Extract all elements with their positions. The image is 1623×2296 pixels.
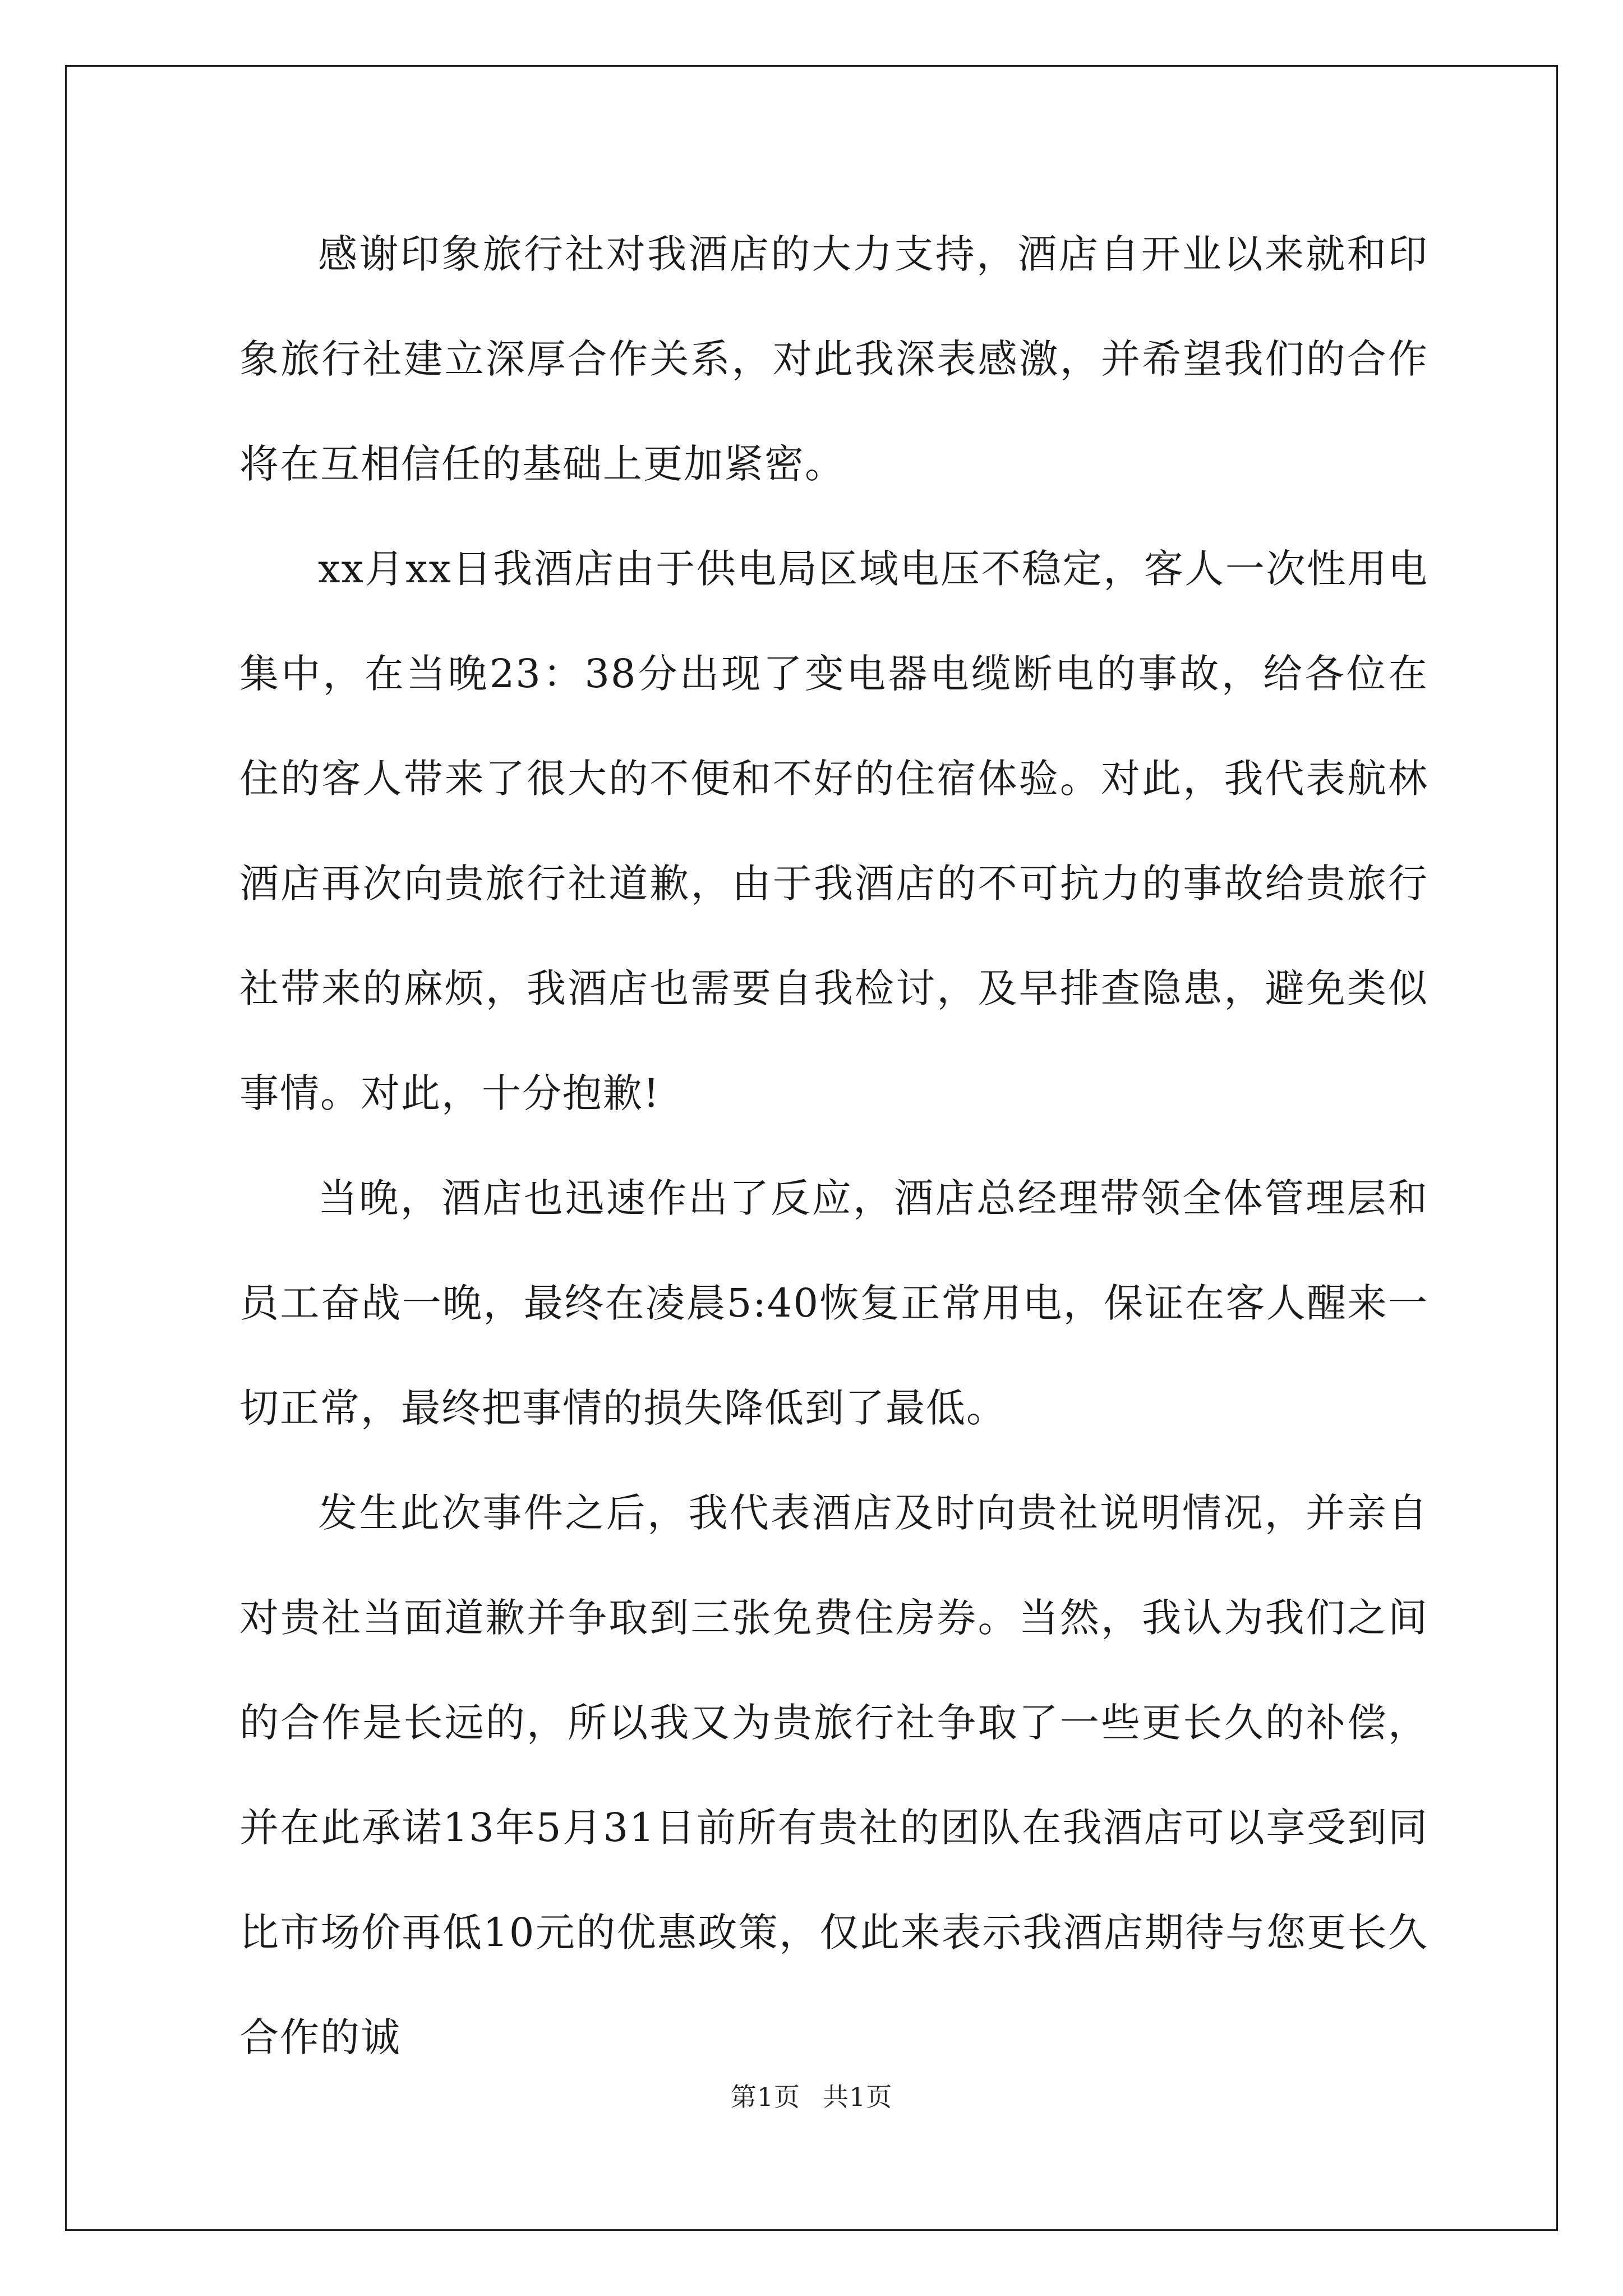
paragraph-4: 发生此次事件之后，我代表酒店及时向贵社说明情况，并亲自对贵社当面道歉并争取到三张免费住房券。当然，我认为我们之间的合作是长远的，所以我又为贵旅行社争取了一些更长久的补偿，并在此承诺13年5月31日前所有贵社的团队在我酒店可以享受到同比市场价再低10元的优惠政策，仅此来表示我酒店期待与您更长久合作的诚 <box>239 1490 1428 2060</box>
document-body <box>239 202 1428 2090</box>
paragraph-2: xx月xx日我酒店由于供电局区域电压不稳定，客人一次性用电集中，在当晚23：38分出现了变电器电缆断电的事故，给各位在住的客人带来了很大的不便和不好的住宿体验。对此，我代表航林酒店再次向贵旅行社道歉，由于我酒店的不可抗力的事故给贵旅行社带来的麻烦，我酒店也需要自我检讨，及早排查隐患，避免类似事情。对此，十分抱歉! <box>239 546 1428 1116</box>
page-total: 共1页 <box>823 2082 893 2112</box>
paragraph-1: 感谢印象旅行社对我酒店的大力支持，酒店自开业以来就和印象旅行社建立深厚合作关系，对此我深表感激，并希望我们的合作将在互相信任的基础上更加紧密。 <box>239 231 1428 487</box>
paragraph-3: 当晚，酒店也迅速作出了反应，酒店总经理带领全体管理层和员工奋战一晚，最终在凌晨5:40恢复正常用电，保证在客人醒来一切正常，最终把事情的损失降低到了最低。 <box>239 1175 1428 1431</box>
page-footer <box>0 2077 1623 2114</box>
page-number: 第1页 <box>730 2082 800 2112</box>
